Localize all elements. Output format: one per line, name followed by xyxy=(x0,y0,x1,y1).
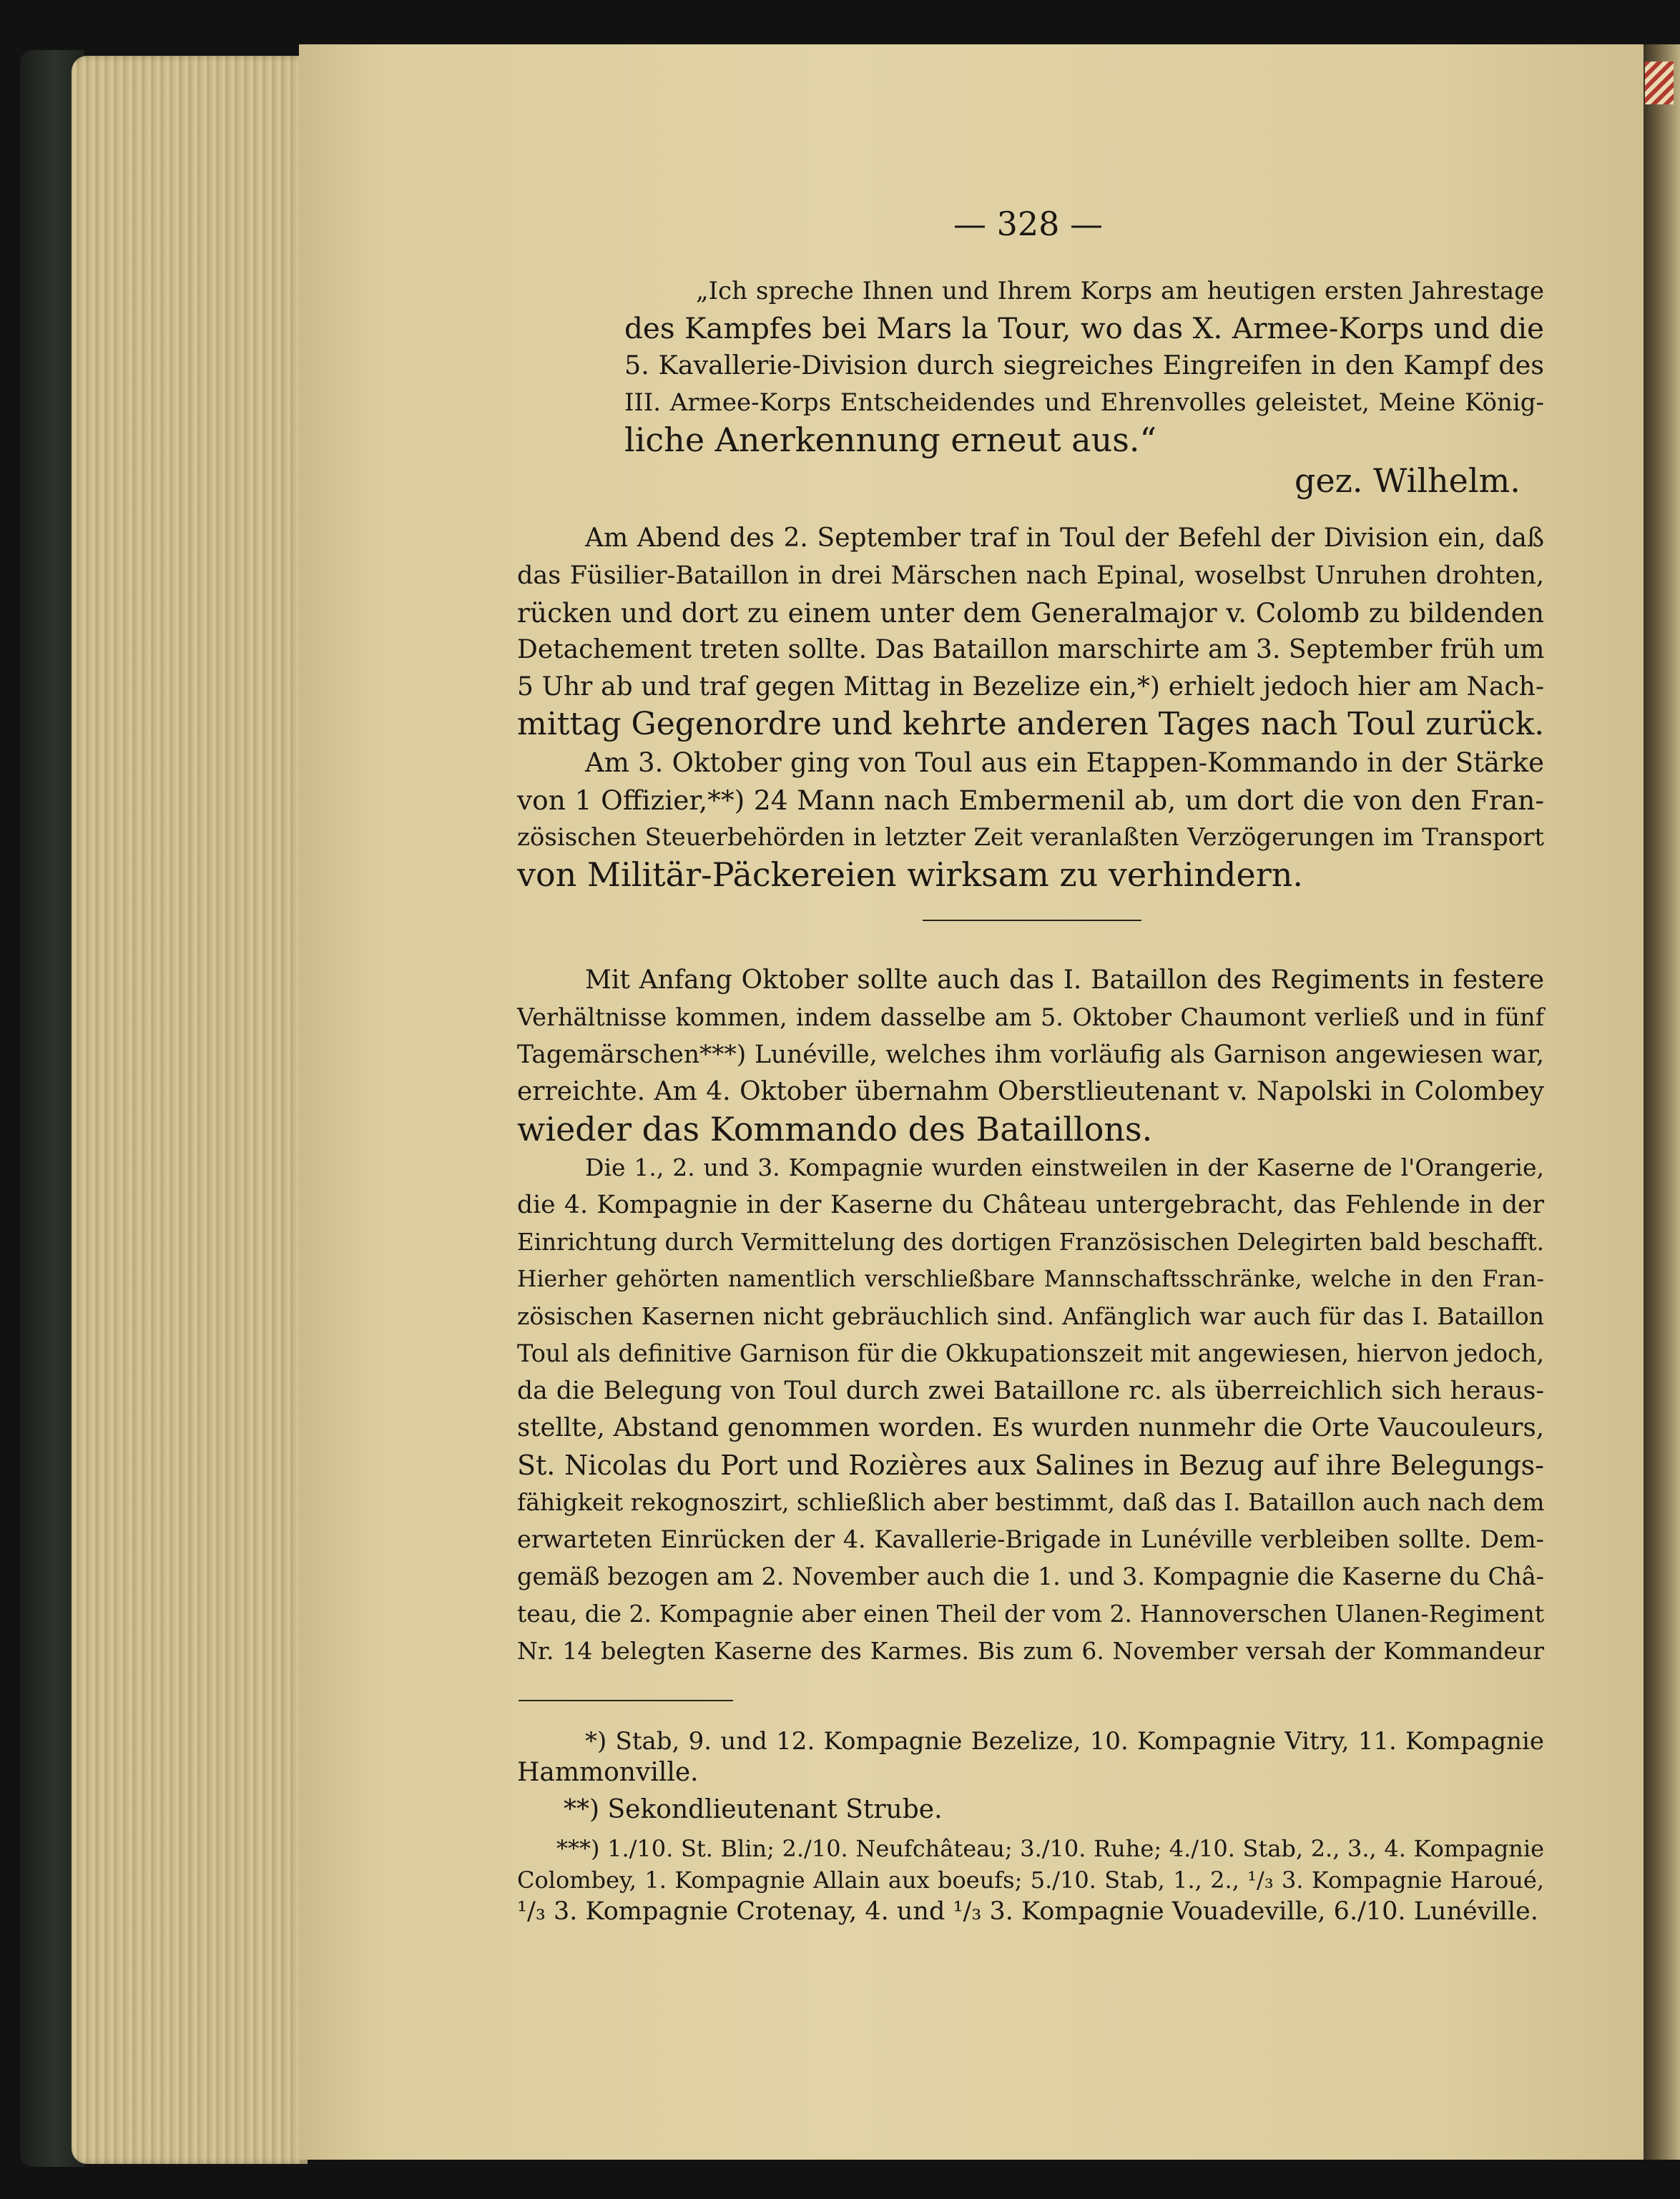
footnote-line: ***) 1./10. St. Blin; 2./10. Neufchâteau; 3./10. Ruhe; 4./10. Stab, 2., 3., 4. Kompagnie xyxy=(556,1835,1544,1862)
quote-line: des Kampfes bei Mars la Tour, wo das X. Armee-Korps und die xyxy=(624,311,1544,345)
text-line: Mit Anfang Oktober sollte auch das I. Bataillon des Regiments in festere xyxy=(585,965,1544,995)
text-line: das Füsilier-Bataillon in drei Märschen nach Epinal, woselbst Unruhen drohten, xyxy=(517,561,1544,590)
text-line: von Militär-Päckereien wirksam zu verhindern. xyxy=(517,855,1303,894)
text-line: 5 Uhr ab und traf gegen Mittag in Bezelize ein,*) erhielt jedoch hier am Nach- xyxy=(517,672,1544,702)
text-line: gemäß bezogen am 2. November auch die 1. und 3. Kompagnie die Kaserne du Châ- xyxy=(517,1563,1544,1590)
text-line: Toul als definitive Garnison für die Okkupationszeit mit angewiesen, hiervon jedoch, xyxy=(517,1339,1544,1367)
text-line: Am 3. Oktober ging von Toul aus ein Etappen-Kommando in der Stärke xyxy=(585,747,1544,778)
text-line: die 4. Kompagnie in der Kaserne du Château untergebracht, das Fehlende in der xyxy=(517,1191,1544,1219)
signature: gez. Wilhelm. xyxy=(1295,461,1521,500)
binding-gutter xyxy=(1644,44,1680,2160)
quote-line: III. Armee-Korps Entscheidendes und Ehrenvolles geleistet, Meine König- xyxy=(624,388,1544,417)
quote-line: liche Anerkennung erneut aus.“ xyxy=(624,420,1156,459)
text-line: zösischen Steuerbehörden in letzter Zeit veranlaßten Verzögerungen im Transport xyxy=(517,823,1544,852)
text-line: Tagemärschen***) Lunéville, welches ihm vorläufig als Garnison angewiesen war, xyxy=(517,1041,1544,1069)
text-line: Die 1., 2. und 3. Kompagnie wurden einstweilen in der Kaserne de l'Orangerie, xyxy=(585,1153,1544,1181)
text-line: erreichte. Am 4. Oktober übernahm Oberstlieutenant v. Napolski in Colombey xyxy=(517,1077,1544,1106)
text-line: von 1 Offizier,**) 24 Mann nach Embermenil ab, um dort die von den Fran- xyxy=(517,784,1544,816)
text-line: rücken und dort zu einem unter dem Generalmajor v. Colomb zu bildenden xyxy=(517,597,1544,629)
text-line: Verhältnisse kommen, indem dasselbe am 5. Oktober Chaumont verließ und in fünf xyxy=(517,1003,1544,1031)
text-line: Nr. 14 belegten Kaserne des Karmes. Bis zum 6. November versah der Kommandeur xyxy=(517,1637,1544,1665)
quote-line: 5. Kavallerie-Division durch siegreiches Eingreifen in den Kampf des xyxy=(624,350,1544,380)
bookmark-ribbon xyxy=(1645,62,1674,104)
text-line: zösischen Kasernen nicht gebräuchlich sind. Anfänglich war auch für das I. Bataillon xyxy=(517,1302,1544,1330)
text-line: Am Abend des 2. September traf in Toul der Befehl der Division ein, daß xyxy=(585,523,1544,553)
page-stack-edge xyxy=(72,56,308,2164)
text-line: Einrichtung durch Vermittelung des dortigen Französischen Delegirten bald beschafft. xyxy=(517,1229,1544,1256)
section-divider xyxy=(923,920,1141,921)
footnote-rule xyxy=(519,1700,733,1701)
footnote-line: Hammonville. xyxy=(517,1758,699,1787)
text-line: da die Belegung von Toul durch zwei Bataillone rc. als überreichlich sich heraus- xyxy=(517,1377,1544,1405)
text-line: fähigkeit rekognoszirt, schließlich aber bestimmt, daß das I. Bataillon auch nach dem xyxy=(517,1488,1545,1516)
page-number: — 328 — xyxy=(953,205,1104,243)
text-line: St. Nicolas du Port und Rozières aux Salines in Bezug auf ihre Belegungs- xyxy=(517,1450,1544,1481)
footnote-line: *) Stab, 9. und 12. Kompagnie Bezelize, 10. Kompagnie Vitry, 11. Kompagnie xyxy=(585,1727,1544,1756)
text-line: Detachement treten sollte. Das Bataillon marschirte am 3. September früh um xyxy=(517,635,1545,664)
text-line: wieder das Kommando des Bataillons. xyxy=(517,1110,1153,1148)
footnote-line: ¹/₃ 3. Kompagnie Crotenay, 4. und ¹/₃ 3. Kompagnie Vouadeville, 6./10. Lunéville. xyxy=(517,1897,1538,1926)
text-line: Hierher gehörten namentlich verschließbare Mannschaftsschränke, welche in den Fran- xyxy=(517,1266,1544,1292)
footnote-line: Colombey, 1. Kompagnie Allain aux boeufs; 5./10. Stab, 1., 2., ¹/₃ 3. Kompagnie Haroué, xyxy=(517,1866,1544,1894)
text-line: erwarteten Einrücken der 4. Kavallerie-Brigade in Lunéville verbleiben sollte. Dem- xyxy=(517,1525,1544,1553)
text-line: teau, die 2. Kompagnie aber einen Theil der vom 2. Hannoverschen Ulanen-Regiment xyxy=(517,1600,1544,1628)
footnote-line: **) Sekondlieutenant Strube. xyxy=(564,1795,943,1824)
text-line: stellte, Abstand genommen worden. Es wurden nunmehr die Orte Vaucouleurs, xyxy=(517,1413,1544,1442)
text-line: mittag Gegenordre und kehrte anderen Tages nach Toul zurück. xyxy=(517,706,1545,742)
quote-line: „Ich spreche Ihnen und Ihrem Korps am heutigen ersten Jahrestage xyxy=(696,277,1544,305)
